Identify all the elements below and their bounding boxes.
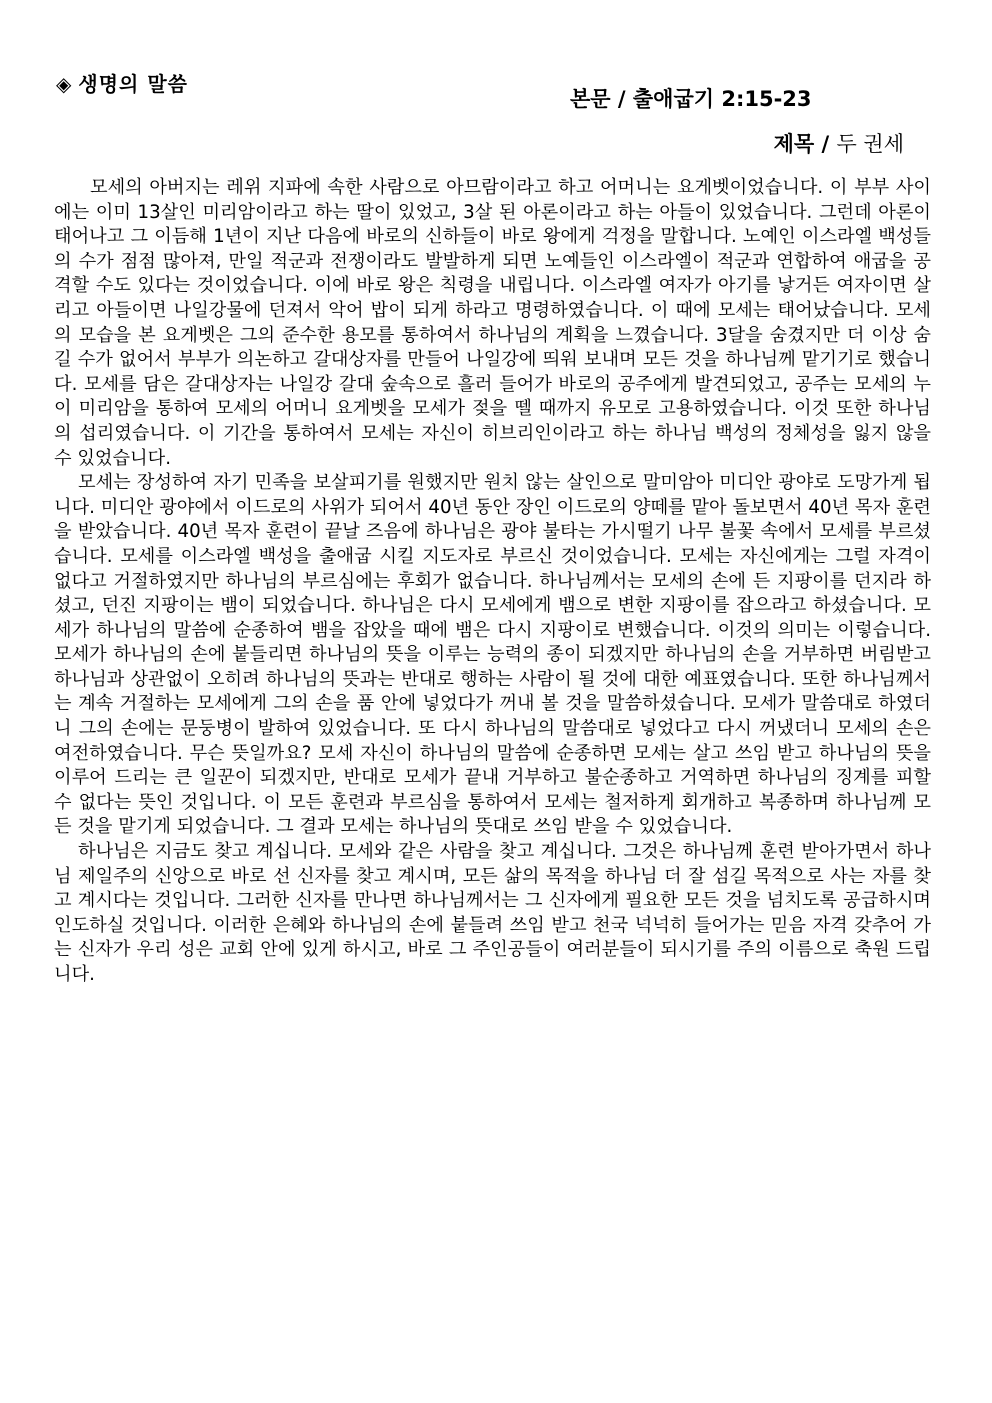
title-separator: / xyxy=(814,132,837,156)
scripture-passage xyxy=(570,85,812,113)
paragraph-1: 모세의 아버지는 레위 지파에 속한 사람으로 아므람이라고 하고 어머니는 요게벳이었습니다. 이 부부 사이에는 이미 13살인 미리암이라고 하는 딸이 있었고, 3살 된 아론이라고 하는 아들이 있었습니다. 그런데 아론이 태어나고 그 이듬해 1년이 지난 다음에 바로의 신하들이 바로 왕에게 걱정을 말합니다. 노예인 이스라엘 백성들의 수가 점점 많아져, 만일 적군과 전쟁이라도 발발하게 되면 노예들인 이스라엘이 적군과 연합하여 애굽을 공격할 수도 있다는 것이었습니다. 이에 바로 왕은 칙령을 내립니다. 이스라엘 여자가 아기를 낳거든 여자이면 살리고 아들이면 나일강물에 던져서 악어 밥이 되게 하라고 명령하였습니다. 이 때에 모세는 태어났습니다. 모세의 모습을 본 요게벳은 그의 준수한 용모를 통하여서 하나님의 계획을 느꼈습니다. 3달을 숨겼지만 더 이상 숨길 수가 없어서 부부가 의논하고 갈대상자를 만들어 나일강에 띄워 보내며 모든 것을 하나님께 맡기기로 했습니다. 모세를 담은 갈대상자는 나일강 갈대 숲속으로 흘러 들어가 바로의 공주에게 발견되었고, 공주는 모세의 누이 미리암을 통하여 모세의 어머니 요게벳을 모세가 젖을 뗄 때까지 유모로 고용하였습니다. 이것 또한 하나님의 섭리였습니다. 이 기간을 통하여서 모세는 자신이 히브리인이라고 하는 하나님 백성의 정체성을 잃지 않을 수 있었습니다. xyxy=(54,177,931,469)
title-label: 제목 xyxy=(773,132,815,156)
passage-label: 본문 xyxy=(570,87,611,111)
sermon-body xyxy=(54,176,931,988)
section-title-text: 생명의 말씀 xyxy=(78,72,188,96)
section-title xyxy=(56,70,188,98)
passage-separator: / xyxy=(610,87,633,111)
paragraph-3: 하나님은 지금도 찾고 계십니다. 모세와 같은 사람을 찾고 계십니다. 그것은 하나님께 훈련 받아가면서 하나님 제일주의 신앙으로 바로 선 신자를 찾고 계시며, 모든 삶의 목적을 하나님 더 잘 섬길 목적으로 사는 자를 찾고 계시다는 것입니다. 그러한 신자를 만나면 하나님께서는 그 신자에게 필요한 모든 것을 넘치도록 공급하시며 인도하실 것입니다. 이러한 은혜와 하나님의 손에 붙들려 쓰임 받고 천국 넉넉히 들어가는 믿음 자격 갖추어 가는 신자가 우리 성은 교회 안에 있게 하시고, 바로 그 주인공들이 여러분들이 되시기를 주의 이름으로 축원 드립니다. xyxy=(54,841,931,985)
passage-reference: 출애굽기 2:15-23 xyxy=(632,87,812,111)
sermon-title xyxy=(774,130,904,158)
paragraph-2: 모세는 장성하여 자기 민족을 보살피기를 원했지만 원치 않는 살인으로 말미암아 미디안 광야로 도망가게 됩니다. 미디안 광야에서 이드로의 사위가 되어서 40년 동안 장인 이드로의 양떼를 맡아 돌보면서 40년 목자 훈련을 받았습니다. 40년 목자 훈련이 끝날 즈음에 하나님은 광야 불타는 가시떨기 나무 불꽃 속에서 모세를 부르셨습니다. 모세를 이스라엘 백성을 출애굽 시킬 지도자로 부르신 것이었습니다. 모세는 자신에게는 그럴 자격이 없다고 거절하였지만 하나님의 부르심에는 후회가 없습니다. 하나님께서는 모세의 손에 든 지팡이를 던지라 하셨고, 던진 지팡이는 뱀이 되었습니다. 하나님은 다시 모세에게 뱀으로 변한 지팡이를 잡으라고 하셨습니다. 모세가 하나님의 말씀에 순종하여 뱀을 잡았을 때에 뱀은 다시 지팡이로 변했습니다. 이것의 의미는 이렇습니다. 모세가 하나님의 손에 붙들리면 하나님의 뜻을 이루는 능력의 종이 되겠지만 하나님의 손을 거부하면 버림받고 하나님과 상관없이 오히려 하나님의 뜻과는 반대로 행하는 사람이 될 것에 대한 예표였습니다. 또한 하나님께서는 계속 거절하는 모세에게 그의 손을 품 안에 넣었다가 꺼내 볼 것을 말씀하셨습니다. 모세가 말씀대로 하였더니 그의 손에는 문둥병이 발하여 있었습니다. 또 다시 하나님의 말씀대로 넣었다고 다시 꺼냈더니 모세의 손은 여전하였습니다. 무슨 뜻일까요? 모세 자신이 하나님의 말씀에 순종하면 모세는 살고 쓰임 받고 하나님의 뜻을 이루어 드리는 큰 일꾼이 되겠지만, 반대로 모세가 끝내 거부하고 불순종하고 거역하면 하나님의 징계를 피할 수 없다는 뜻인 것입니다. 이 모든 훈련과 부르심을 통하여서 모세는 철저하게 회개하고 복종하며 하나님께 모든 것을 맡기게 되었습니다. 그 결과 모세는 하나님의 뜻대로 쓰임 받을 수 있었습니다. xyxy=(54,472,931,838)
sermon-title-text: 두 권세 xyxy=(836,132,904,156)
diamond-bullet-icon: ◈ xyxy=(56,72,73,96)
